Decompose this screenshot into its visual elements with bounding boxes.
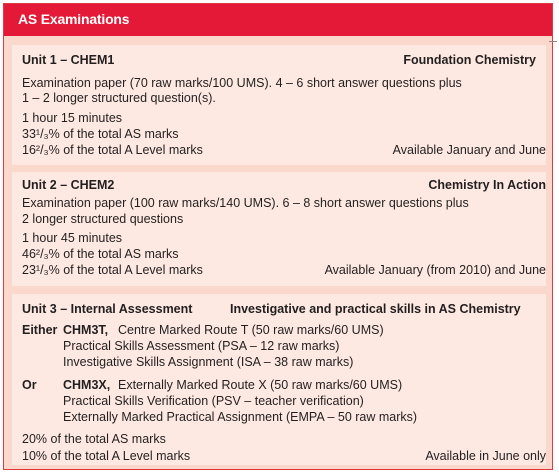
or-item: Externally Marked Practical Assignment (EMPA – 50 raw marks) xyxy=(63,410,418,424)
unit-2-box xyxy=(12,172,546,286)
either-item: Investigative Skills Assignment (ISA – 38 raw marks) xyxy=(63,355,354,369)
unit-2-line: 2 longer structured questions xyxy=(22,212,184,226)
unit-1-as-share: 33¹/₃% of the total AS marks xyxy=(22,127,179,141)
unit-2-duration: 1 hour 45 minutes xyxy=(22,231,123,245)
unit-3-topic: Investigative and practical skills in AS Chemistry xyxy=(230,302,521,316)
either-code: CHM3T, xyxy=(63,323,109,337)
either-item: Practical Skills Assessment (PSA – 12 raw marks) xyxy=(63,339,340,353)
unit-2-heading: Unit 2 – CHEM2 xyxy=(22,178,115,192)
unit-1-heading: Unit 1 – CHEM1 xyxy=(22,53,115,67)
unit-3-as-share: 20% of the total AS marks xyxy=(22,432,166,446)
edge-tick xyxy=(549,41,557,42)
or-label: Or xyxy=(22,378,37,392)
unit-1-line: Examination paper (70 raw marks/100 UMS). 4 – 6 short answer questions plus xyxy=(22,76,462,90)
or-item: Practical Skills Verification (PSV – teacher verification) xyxy=(63,394,364,408)
unit-3-availability: Available in June only xyxy=(425,449,546,463)
unit-3-heading: Unit 3 – Internal Assessment xyxy=(22,302,193,316)
unit-3-box xyxy=(12,294,546,465)
unit-2-line: Examination paper (100 raw marks/140 UMS). 6 – 8 short answer questions plus xyxy=(22,196,469,210)
unit-1-alevel-share: 16²/₃% of the total A Level marks xyxy=(22,143,203,157)
unit-3-alevel-share: 10% of the total A Level marks xyxy=(22,449,191,463)
either-route-text: Centre Marked Route T (50 raw marks/60 UMS) xyxy=(118,323,384,337)
panel-title: AS Examinations xyxy=(18,11,130,27)
unit-1-topic: Foundation Chemistry xyxy=(403,53,536,67)
unit-1-line: 1 – 2 longer structured question(s). xyxy=(22,91,216,105)
unit-1-box xyxy=(12,45,546,165)
unit-1-availability: Available January and June xyxy=(392,143,546,157)
unit-2-as-share: 46²/₃% of the total AS marks xyxy=(22,247,179,261)
unit-2-topic: Chemistry In Action xyxy=(428,178,546,192)
as-examinations-panel xyxy=(3,3,553,470)
unit-1-duration: 1 hour 15 minutes xyxy=(22,111,123,125)
or-route-text: Externally Marked Route X (50 raw marks/60 UMS) xyxy=(118,378,403,392)
or-code: CHM3X, xyxy=(63,378,111,392)
panel-header xyxy=(4,4,552,36)
either-label: Either xyxy=(22,323,58,337)
unit-2-availability: Available January (from 2010) and June xyxy=(324,263,546,277)
unit-2-alevel-share: 23¹/₃% of the total A Level marks xyxy=(22,263,203,277)
